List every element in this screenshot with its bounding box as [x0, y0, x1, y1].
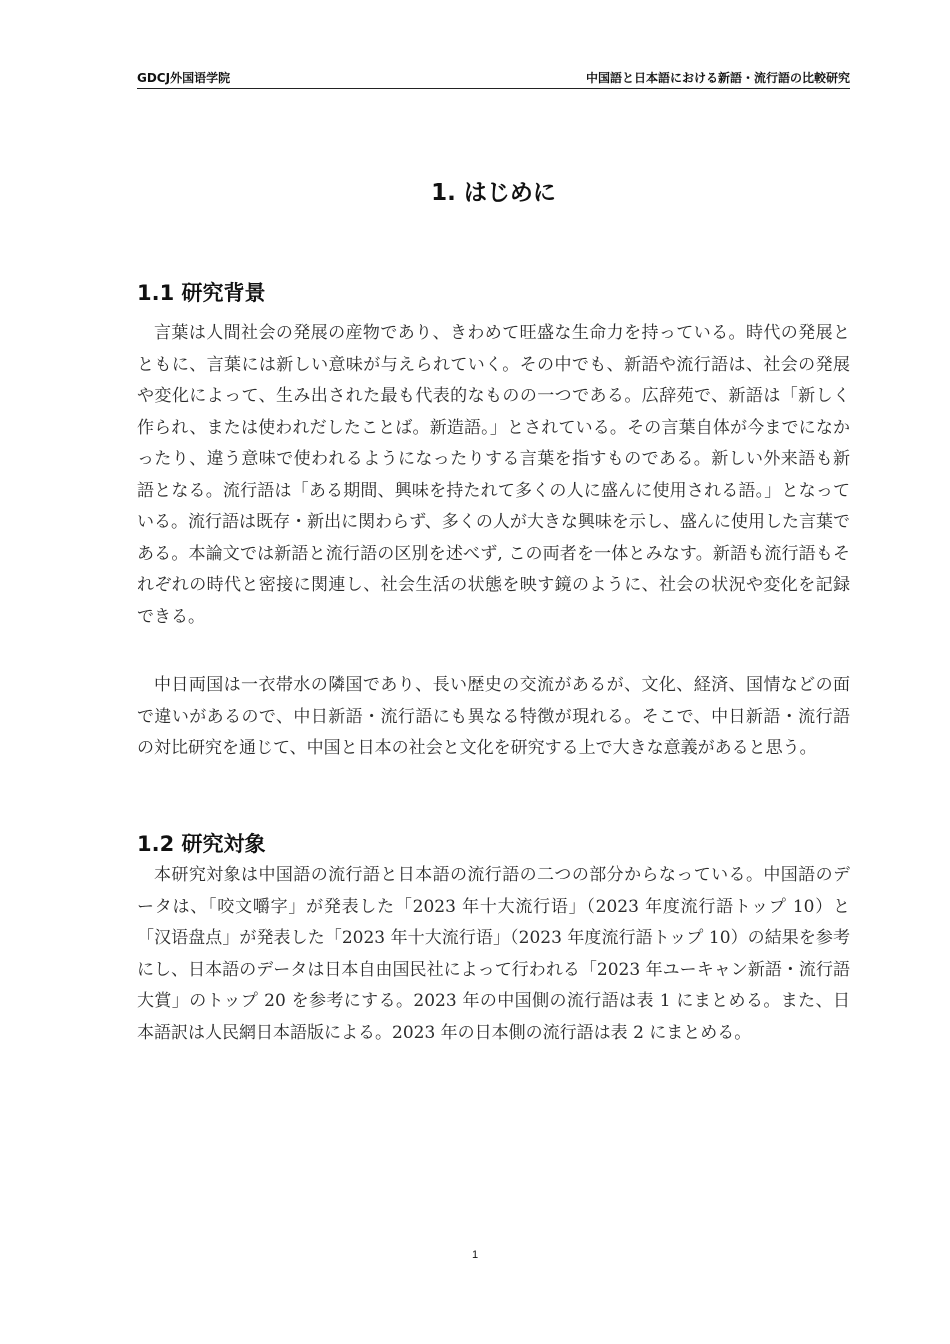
header-paper-title: 中国語と日本語における新語・流行語の比較研究 [585, 71, 850, 85]
page-number: 1 [471, 1249, 479, 1261]
section-title-subject: 1.2 研究対象 [137, 832, 266, 856]
paragraph-subject-1: 本研究対象は中国語の流行語と日本語の流行語の二つの部分からなっている。中国語のデータは、「咬文嚼字」が発表した「2023 年十大流行语」（2023 年度流行語トップ 10）と「汉语盘点」が発表した「2023 年十大流行语」（2023 年度流行語トップ 10）の結果を参考にし、日本語のデータは日本自由国民社によって行われる「2023 年ユーキャン新語・流行語大賞」のトップ 20 を参考にする。2023 年の中国側の流行語は表 1 にまとめる。また、日本語訳は人民網日本語版による。2023 年の日本側の流行語は表 2 にまとめる。 [137, 865, 850, 1043]
paragraph-background-2: 中日両国は一衣帯水の隣国であり、長い歴史の交流があるが、文化、経済、国情などの面で違いがあるので、中日新語・流行語にも異なる特徴が現れる。そこで、中日新語・流行語の対比研究を通じて、中国と日本の社会と文化を研究する上で大きな意義があると思う。 [137, 675, 850, 758]
section-title-background: 1.1 研究背景 [137, 281, 266, 305]
header-institution: GDCJ外国语学院 [137, 71, 231, 85]
chapter-title: 1. はじめに [431, 180, 556, 206]
page-header [137, 66, 850, 89]
paragraph-background-1: 言葉は人間社会の発展の産物であり、きわめて旺盛な生命力を持っている。時代の発展とともに、言葉には新しい意味が与えられていく。その中でも、新語や流行語は、社会の発展や変化によって、生み出された最も代表的なものの一つである。広辞苑で、新語は「新しく作られ、または使われだしたことば。新造語。」とされている。その言葉自体が今までになかったり、違う意味で使われるようになったりする言葉を指すものである。新しい外来語も新語となる。流行語は「ある期間、興味を持たれて多くの人に盛んに使用される語。」となっている。流行語は既存・新出に関わらず、多くの人が大きな興味を示し、盛んに使用した言葉である。本論文では新語と流行語の区別を述べず, この両者を一体とみなす。新語も流行語もそれぞれの時代と密接に関連し、社会生活の状態を映す鏡のように、社会の状況や変化を記録できる。 [137, 323, 850, 627]
